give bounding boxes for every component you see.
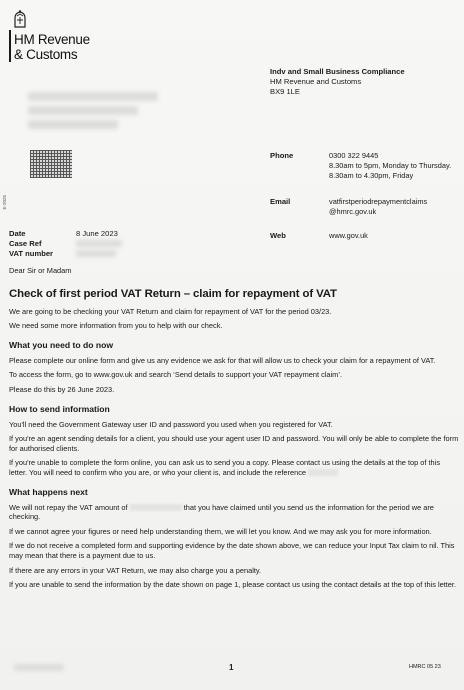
hmrc-logo	[14, 32, 90, 62]
side-reference: E-2025	[2, 195, 7, 210]
redacted-footer	[14, 664, 64, 671]
email-value: vatfirstperiodrepaymentclaims @hmrc.gov.uk	[329, 197, 428, 216]
logo-rule	[9, 30, 11, 62]
logo-line-2: & Customs	[14, 47, 78, 62]
letter-body	[9, 266, 459, 595]
paragraph	[9, 458, 459, 477]
email-label: Email	[270, 197, 291, 206]
paragraph: Please complete our online form and give us any evidence we ask for that will allow us to check your claim for a repayment of VAT.	[9, 355, 436, 365]
paragraph: You'll need the Government Gateway user ID and password you used when you registered for VAT.	[9, 419, 333, 429]
sender-postcode: BX9 1LE	[270, 87, 300, 96]
paragraph: If we cannot agree your figures or need help understanding them, we will let you know. And we may ask you for more information.	[9, 526, 432, 536]
logo-line-1: HM Revenue	[14, 32, 90, 47]
deadline-paragraph: Please do this by 26 June 2023.	[9, 384, 115, 394]
sender-address	[270, 67, 405, 97]
section-heading-what-to-do: What you need to do now	[9, 339, 114, 350]
sender-org: HM Revenue and Customs	[270, 77, 362, 86]
page-number: 1	[229, 663, 234, 672]
web-label: Web	[270, 231, 286, 240]
form-code: HMRC 05 23	[409, 664, 441, 670]
redacted-reference	[308, 469, 338, 476]
redacted-amount	[130, 504, 182, 511]
paragraph: If there are any errors in your VAT Return, we may also charge you a penalty.	[9, 565, 262, 575]
intro-paragraph: We are going to be checking your VAT Return and claim for repayment of VAT for the period 03/23.	[9, 306, 332, 316]
web-value: www.gov.uk	[329, 231, 368, 240]
paragraph: To access the form, go to www.gov.uk and search ‘Send details to support your VAT repayment claim’.	[9, 370, 343, 380]
phone-label: Phone	[270, 151, 294, 160]
paragraph	[9, 503, 459, 522]
redacted-vat-number	[76, 250, 116, 257]
case-ref-label: Case Ref	[9, 239, 42, 248]
redacted-address	[28, 92, 158, 101]
letter-title: Check of first period VAT Return – claim for repayment of VAT	[9, 287, 337, 300]
intro-paragraph: We need some more information from you to help with our check.	[9, 321, 223, 331]
section-heading-what-happens: What happens next	[9, 486, 88, 497]
section-heading-how-to-send: How to send information	[9, 403, 110, 414]
date-value: 8 June 2023	[76, 229, 118, 238]
salutation: Dear Sir or Madam	[9, 266, 72, 275]
postal-barcode	[30, 150, 72, 178]
redacted-address	[28, 106, 138, 115]
paragraph: If we do not receive a completed form and supporting evidence by the date shown above, we can reduce your Input Tax claim to nil. This may mean that there is a payment due to us.	[9, 541, 455, 560]
phone-number: 0300 322 9445	[329, 151, 379, 160]
royal-crest-icon	[12, 10, 28, 28]
repay-text-end: that you have claimed until you send us the information for the period we are checking.	[9, 502, 434, 522]
paragraph: If you are unable to send the information by the date shown on page 1, please contact us using the contact details at the top of this letter.	[9, 580, 457, 590]
repay-text-start: We will not repay the VAT amount of	[9, 502, 128, 512]
paragraph: If you're an agent sending details for a client, you should use your agent user ID and password. You will only be able to complete the form for authorised clients.	[9, 434, 459, 453]
phone-block	[329, 151, 459, 181]
redacted-case-ref	[76, 240, 122, 247]
redacted-address	[28, 120, 118, 129]
date-label: Date	[9, 229, 26, 238]
sender-name: Indv and Small Business Compliance	[270, 67, 405, 76]
vat-number-label: VAT number	[9, 249, 54, 258]
reference-text: If you're unable to complete the form online, you can ask us to send you a copy. Please contact us using the details at the top of this letter. You will need to confirm who you are, or who your client is, and include the reference	[9, 458, 441, 477]
phone-hours: 8.30am to 5pm, Monday to Thursday. 8.30am to 4.30pm, Friday	[329, 161, 452, 180]
